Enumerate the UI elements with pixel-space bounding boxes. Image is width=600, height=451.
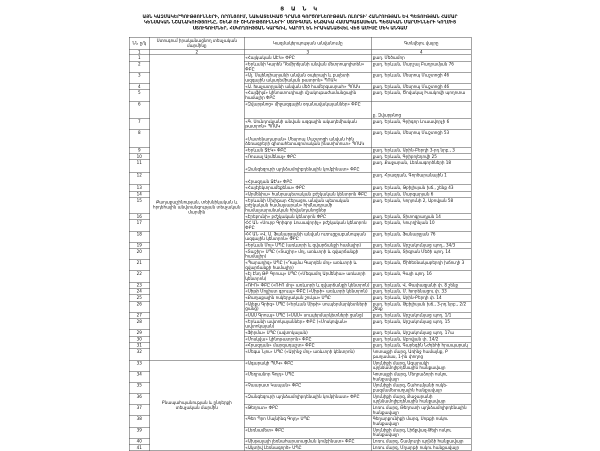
- row-number-cell: 11: [129, 160, 150, 173]
- location-cell: Գեղարքունիքի մարզ, Սոթքի ոսկու հանքավայր: [372, 416, 472, 427]
- location-cell: քաղ. Քաջարան, Լեռնագործների 18: [372, 160, 472, 173]
- location-cell: քաղ. Երևան, Մ. Խորենացու փ. 33: [372, 288, 472, 294]
- location-cell: ք. Զվարթնոց: [372, 101, 472, 119]
- location-cell: քաղ. Երևան, Գարեգին Նժդեհի հրապարակ: [372, 342, 472, 348]
- organization-cell: ՀՀ ԱՆ «Սուրբ Գրիգոր Լուսավորիչ» բժշկական կենտրոն ՓԲԸ: [244, 220, 372, 231]
- table-header: [129, 37, 471, 55]
- organization-cell: «Գ. Սունդուկյանի անվան ազգային ակադեմիական թատրոն» ՊՈԱԿ: [244, 119, 372, 130]
- subtitle-line-3: ՍՏՈՒԳՈՒՄՆԵՐ, ՀՍԿՈՂՈՒԹՅԱՆ ԿԱՐԳՈՎ, ԿԱՐՈՂ ԵՆ ԻՐԱԿԱՆԱՑՎԵԼ ՎԵՑ ԱՄԻՍԸ ՄԵԿ ԱՆԳԱՄ: [192, 25, 408, 31]
- location-cell: քաղ. Երևան, Մեսրոպ Մաշտոցի 53: [372, 130, 472, 148]
- organization-cell: «Մոսկվա» կինոթատրոն» ՓԲԸ: [244, 336, 372, 342]
- location-cell: քաղ. Երևան, Վ. Փափազյանի փ. 8 շենք: [372, 282, 472, 288]
- organization-cell: «Տաշիր» ՍՊԸ («Տաշիր» մոլ, առևտրի և զվարճանքի համալիր): [244, 249, 372, 260]
- organization-cell: «Մեգա Նյու» ՍՊԸ («Արինջ մոլ» առևտրի կենտրոն): [244, 349, 372, 360]
- organization-cell: «Ախթալայի լեռնահարստացման կոմբինատ» ՓԲԸ: [244, 438, 372, 444]
- organization-cell: «Հրազդան» մարզադաշտ» ՓԲԸ: [244, 342, 372, 348]
- location-cell: Լոռու մարզ, Մղարթի ոսկու հանքավայր: [372, 445, 472, 451]
- organization-cell: «Երևան Մոլ» ՍՊԸ (առևտրի և զվարճանքի համալիր): [244, 242, 372, 248]
- table-row: [129, 360, 471, 371]
- organization-cell: «ՍԱՍ Գրուպ» ՍՊԸ («ՍԱՍ» սուպերմարկետների ցանց): [244, 312, 372, 318]
- location-cell: քաղ. Երևան, Կորյունի 2, Աբովյան 58: [372, 198, 472, 214]
- location-cell: Լոռու մարզ, Թեղուտի պղնձամոլիբդենային հանքավայր: [372, 405, 472, 416]
- row-number-cell: 26: [129, 301, 150, 312]
- organization-cell: «Զանգեզուրի պղնձամոլիբդենային կոմբինատ» ՓԲԸ: [244, 160, 372, 173]
- column-number-4: 4: [372, 50, 472, 55]
- row-number-cell: 22: [129, 271, 150, 282]
- row-number-cell: 1: [129, 55, 150, 61]
- header-row-number: ՆՆ ը/կ: [129, 37, 150, 49]
- row-number-cell: 21: [129, 260, 150, 271]
- location-cell: քաղ. Երևան, Թբիլիսյան խճ., 3-րդ նրբ., 2/2 շենք: [372, 301, 472, 312]
- organization-cell: «Երևան ՋԷԿ» ՓԲԸ: [244, 147, 372, 153]
- row-number-cell: 18: [129, 231, 150, 242]
- location-cell: քաղ. Երևան, Ծիծեռնակաբերդի խճուղի 3: [372, 260, 472, 271]
- organization-cell: «Ռուսալ Արմենալ» ՓԲԸ: [244, 154, 372, 160]
- location-cell: քաղ. Երևան, Մարշալ Բաղրամյան 76: [372, 61, 472, 72]
- location-cell: քաղ. Երևան, Կուրղինյան 10: [372, 220, 472, 231]
- organization-cell: «Էրեբունի» բժշկական կենտրոն ՓԲԸ: [244, 214, 372, 220]
- location-cell: քաղ. Երևան, Մեսրոպ Մաշտոցի 46: [372, 72, 472, 83]
- location-cell: Սյունիքի մարզ, Ագարակի պղնձամոլիբդենային հանքավայր: [372, 360, 472, 371]
- row-number-cell: 25: [129, 295, 150, 301]
- row-number-cell: 33: [129, 360, 150, 371]
- organization-cell: «Հրազդան ՋԷԿ» ՓԲԸ: [244, 172, 372, 185]
- document-title: Ց Ա Ն Կ: [280, 5, 320, 12]
- subtitle-line-2: ԿԵՆՍԱԿԱՆ ՆՇԱՆԱԿՈՒԹՅՈՒՆԸ, ՇԵՆՔ ՈՒ ՇԻՆՈՒԹՅՈՒՆՆԵՐԻ՝ ՍՏՈՒԳՄԱՆ ԵՆԹԱԿԱ ՀԱՄԱՊԱՏԱՍԽԱՆ ՊԵՏԱԿԱՆ ՄԱՐՄԻՆՆԵՐԻ ԿՈՂՄԻՑ: [143, 20, 457, 26]
- location-cell: Լոռու մարզ, Շամլուղի պղնձի հանքավայր: [372, 438, 472, 444]
- header-row: [129, 37, 471, 49]
- row-number-cell: 15: [129, 198, 150, 214]
- inspections-table-body: [129, 55, 471, 451]
- row-number-cell: 19: [129, 242, 150, 248]
- row-number-cell: 23: [129, 282, 150, 288]
- row-number-cell: 37: [129, 405, 150, 416]
- organization-cell: «Արմենիա» հանրապետական բժշկական կենտրոն ՓԲԸ: [244, 191, 372, 197]
- inspection-body-cell: Բնապահպանության և ընդերքի տեսչական մարմին: [150, 360, 245, 451]
- row-number-cell: 27: [129, 312, 150, 318]
- location-cell: Սյունիքի մարզ, Շահումյանի ոսկե-բազմամետաղային հանքավայր: [372, 382, 472, 393]
- organization-cell: «Պարադիզ» ՍՊԸ («Դալմա Գարդեն մոլ» առևտրի և զվարճանքի համալիր): [244, 260, 372, 271]
- organization-cell: «Էյ Էնդ ԹԲ Գրուպ» ՍՊԸ («Մեգամոլ Արմենիա» առևտրի կենտրոն): [244, 271, 372, 282]
- row-number-cell: 38: [129, 416, 150, 427]
- inspection-body-cell: Քաղաքաշինության, տեխնիկական և հրդեհային անվտանգության տեսչական մարմին: [150, 55, 245, 360]
- column-number-2: 2: [150, 50, 245, 55]
- location-cell: Սյունիքի մարզ, Քաջարանի պղնձամոլիբդենային հանքավայր: [372, 394, 472, 405]
- row-number-cell: 17: [129, 220, 150, 231]
- organization-cell: «Մատենադարան» Մեսրոպ Մաշտոցի անվան հին ձեռագրերի գիտահետազոտական ինստիտուտ» ՊՈԱԿ: [244, 130, 372, 148]
- location-cell: քաղ. Երևան, Ծովակալ Իսակովի պողոտա: [372, 90, 472, 101]
- location-cell: քաղ. Երևան, Աբովյան փ. 14/2: [372, 336, 472, 342]
- row-number-cell: 5: [129, 90, 150, 101]
- organization-cell: «Հայֆիլմ» կինոստուդիայի մշակութաժամանցային համալիր ՓԲԸ: [244, 90, 372, 101]
- location-cell: Կոտայքի մարզ, Մեղրաձորի ոսկու հանքավայր: [372, 371, 472, 382]
- row-number-cell: 8: [129, 130, 150, 148]
- location-cell: քաղ. Երևան, Գայի պող. 16: [372, 271, 472, 282]
- organization-cell: «ՌԻՈ» ՓԲԸ («ՌԻՈ մոլ» առևտրի և զվարճանքի կենտրոն): [244, 282, 372, 288]
- location-cell: քաղ. Երևան, Ֆանարջյան 76: [372, 231, 472, 242]
- organization-cell: «Չաարատ Կապան» ՓԲԸ: [244, 382, 372, 393]
- location-cell: քաղ. Երևան, Մեսրոպ Մաշտոցի 46: [372, 84, 472, 90]
- header-location: Գտնվելու վայրը: [372, 37, 472, 49]
- organization-cell: «Ալեքս Գրիգ» ՍՊԸ («Երևան Սիթի» սուպերմարկետների ցանց): [244, 301, 372, 312]
- organization-cell: «Ալ. Սպենդիարյանի անվան օպերայի և բալետի ազգային ակադեմիական թատրոն» ՊՈԱԿ: [244, 72, 372, 83]
- organization-cell: «Հայէլեկտրամեքենա» ՓԲԸ: [244, 185, 372, 191]
- row-number-cell: 35: [129, 382, 150, 393]
- row-number-cell: 12: [129, 172, 150, 185]
- row-number-cell: 7: [129, 119, 150, 130]
- location-cell: Կոտայքի մարզ, Առինջ համայնք, Բ թաղամաս, 1-ին փողոց: [372, 349, 472, 360]
- location-cell: քաղ. Հրազդան, Գործարանային 1: [372, 172, 472, 185]
- location-cell: քաղ. Երևան, Արշակունյաց պող. 15: [372, 319, 472, 330]
- organization-cell: «Ֆիրմա» ՍՊԸ (ավտոկայան): [244, 330, 372, 336]
- row-number-cell: 29: [129, 330, 150, 336]
- row-number-cell: 32: [129, 349, 150, 360]
- location-cell: քաղ. Երևան, Արշակունյաց պող. 1/1: [372, 312, 472, 318]
- row-number-cell: 13: [129, 185, 150, 191]
- location-cell: քաղ. Երևան, Գրիբոյեդովի 25: [372, 154, 472, 160]
- row-number-cell: 6: [129, 101, 150, 119]
- row-number-cell: 41: [129, 445, 150, 451]
- location-cell: քաղ. Երևան, Արին-Բերդի 3-րդ նրբ., 3: [372, 147, 472, 153]
- organization-cell: «Մեղրաձոր Գոլդ» ՍՊԸ: [244, 371, 372, 382]
- location-cell: քաղ. Երևան, Արին-Բերդի փ. 14: [372, 295, 472, 301]
- organization-cell: «Հայկական ԱԷԿ» ՓԲԸ: [244, 55, 372, 61]
- row-number-cell: 31: [129, 342, 150, 348]
- organization-cell: «Քաղաքային ոսկերչական շուկա» ՍՊԸ: [244, 295, 372, 301]
- row-number-cell: 39: [129, 427, 150, 438]
- organization-cell: «Զանգեզուրի պղնձամոլիբդենային կոմբինատ» ՓԲԸ: [244, 394, 372, 405]
- organization-cell: «Ագարակի ՊՄԿ» ՓԲԸ: [244, 360, 372, 371]
- organization-cell: «Թեղուտ» ՓԲԸ: [244, 405, 372, 416]
- location-cell: քաղ. Երևան, Գրիգոր Լուսավորչի 6: [372, 119, 472, 130]
- row-number-cell: 9: [129, 147, 150, 153]
- organization-cell: «Երևանի ավտոկայաններ» ՓԲԸ («Մոսկովյան» ավտոկայան): [244, 319, 372, 330]
- organization-cell: «Ակտիվ Լեռնագործ» ՍՊԸ: [244, 445, 372, 451]
- organization-cell: «Զվարթնոց» միջազգային օդանավակայաններ» ՓԲԸ: [244, 101, 372, 119]
- row-number-cell: 10: [129, 154, 150, 160]
- location-cell: Սյունիքի մարզ, Լիճքվազ-Թեյի ոսկու հանքավայր: [372, 427, 472, 438]
- column-number-1: 1: [129, 50, 150, 55]
- row-number-cell: 20: [129, 249, 150, 260]
- row-number-cell: 30: [129, 336, 150, 342]
- row-number-cell: 28: [129, 319, 150, 330]
- document-subtitle: [0, 15, 600, 32]
- organization-cell: «Երևանի Կարեն Դեմիրճյանի անվան մետրոպոլիտեն» ՓԲԸ: [244, 61, 372, 72]
- row-number-cell: 3: [129, 72, 150, 83]
- row-number-cell: 34: [129, 371, 150, 382]
- location-cell: քաղ. Երևան, Տիտոգրադյան 14: [372, 214, 472, 220]
- header-organization-name: Կազմակերպության անվանումը: [244, 37, 372, 49]
- row-number-cell: 2: [129, 61, 150, 72]
- location-cell: քաղ. Երևան, Թբիլիսյան խճ., շենք 43: [372, 185, 472, 191]
- subtitle-line-1: ԱՅՆ ԿԱԶՄԱԿԵՐՊՈՒԹՅՈՒՆՆԵՐԻ, ՈՐՈՆՑՈՒՄ, ՆԱԽԱՏԵՍՎԱԾ ԴՐԱՆՑ ԳՈՐԾՈՒՆԵՈՒԹՅԱՆ ՈԼՈՐՏԻ՝ ՀԱՆՐՈՒԹՅԱՆ ԵՎ ՊԵՏՈՒԹՅԱՆ ՀԱՄԱՐ: [142, 14, 458, 20]
- location-cell: քաղ. Երևան, Տիգրան Մեծի պող. 14: [372, 249, 472, 260]
- organization-cell: ՀՀ ԱՆ «Վ. Ա. Ֆանարջյանի անվան ուռուցքաբանության ազգային կենտրոն» ՓԲԸ: [244, 231, 372, 242]
- location-cell: քաղ. Երևան, Արշակունյաց պող. 17ա: [372, 330, 472, 336]
- header-inspection-body: Ստուգում իրականացնող տեսչական մարմինը: [150, 37, 245, 49]
- column-number-3: 3: [244, 50, 372, 55]
- organization-cell: «Երևանի Մխիթար Հերացու անվան պետական բժշկական համալսարան» հիմնադրամի համալսարանական հիվանդանոցներ: [244, 198, 372, 214]
- row-number-cell: 4: [129, 84, 150, 90]
- inspections-table: [129, 37, 472, 451]
- row-number-cell: 16: [129, 214, 150, 220]
- row-number-cell: 36: [129, 394, 150, 405]
- organization-cell: «Լեռնամետ» ՓԲԸ: [244, 427, 372, 438]
- organization-cell: «Սիթի Մոլլիստ գրուպ» ՓԲԸ («Սիթի» առևտրի կենտրոն): [244, 288, 372, 294]
- location-cell: քաղ. Մեծամոր: [372, 55, 472, 61]
- organization-cell: «Ա. Խաչատրյանի անվան մեծ համերգասրահ» ՊՈԱԿ: [244, 84, 372, 90]
- row-number-cell: 40: [129, 438, 150, 444]
- row-number-cell: 14: [129, 191, 150, 197]
- location-cell: քաղ. Երևան, Մարգարյան 6: [372, 191, 472, 197]
- row-number-cell: 24: [129, 288, 150, 294]
- location-cell: քաղ. Երևան, Արշակունյաց պող., 34/3: [372, 242, 472, 248]
- organization-cell: «Գեո Պրո Մայնինգ Գոլդ» ՍՊԸ: [244, 416, 372, 427]
